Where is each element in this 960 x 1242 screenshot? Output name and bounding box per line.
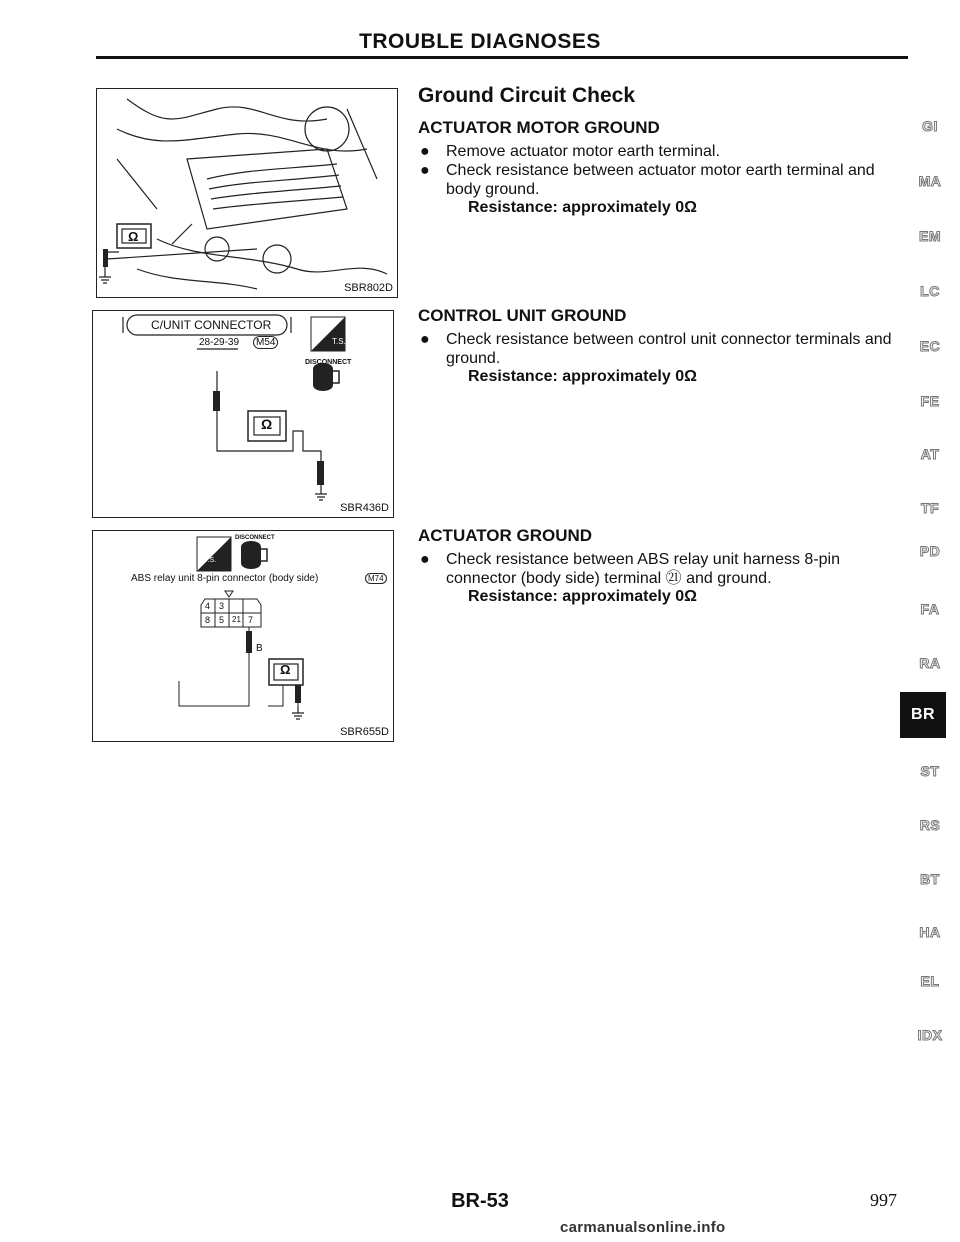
connector-label: C/UNIT CONNECTOR: [151, 318, 272, 332]
ts-label: T.S.: [204, 557, 217, 564]
footer-section-code: BR-53: [451, 1190, 509, 1212]
pin-3: 3: [219, 601, 225, 611]
pin-21: 21: [232, 615, 241, 624]
pin-5: 5: [219, 615, 225, 625]
side-tab-ec[interactable]: EC: [919, 338, 941, 354]
side-tab-fe[interactable]: FE: [920, 393, 940, 409]
page-title: TROUBLE DIAGNOSES: [359, 30, 601, 53]
side-tab-rs[interactable]: RS: [919, 817, 941, 833]
terminal-numbers: 28-29-39: [199, 337, 240, 348]
resistance-spec: Resistance: approximately 0Ω: [468, 588, 697, 605]
connector-caption: ABS relay unit 8-pin connector (body side): [131, 573, 319, 584]
figure-code: SBR436D: [340, 502, 389, 514]
ohm-symbol: Ω: [261, 416, 273, 432]
subsection-title: CONTROL UNIT GROUND: [418, 306, 627, 325]
pin-8: 8: [205, 615, 211, 625]
engine-bay-illustration: [97, 89, 397, 297]
bullet-item: ● Check resistance between actuator motor earth terminal and body ground.: [420, 162, 875, 198]
side-tab-br[interactable]: BR: [900, 692, 946, 738]
ohm-symbol: Ω: [280, 662, 291, 677]
bullet-item: ● Remove actuator motor earth terminal.: [420, 143, 720, 160]
bullet-dot: ●: [420, 331, 430, 348]
figure-code: SBR802D: [344, 282, 393, 294]
bullet-item: ● Check resistance between ABS relay unit harness 8-pin connector (body side) terminal ㉑ and ground.: [420, 551, 840, 587]
side-tab-ra[interactable]: RA: [919, 655, 941, 671]
side-tab-el[interactable]: EL: [920, 973, 940, 989]
control-unit-diagram: [93, 311, 393, 517]
side-tab-tf[interactable]: TF: [920, 500, 940, 516]
subsection-title: ACTUATOR MOTOR GROUND: [418, 118, 660, 137]
figure-code: SBR655D: [340, 726, 389, 738]
side-tab-lc[interactable]: LC: [920, 283, 940, 299]
side-tab-ma[interactable]: MA: [918, 173, 942, 189]
figure-abs-relay: [92, 530, 394, 742]
bullet-item: ● Check resistance between control unit connector terminals and ground.: [420, 331, 892, 367]
figure-actuator-motor: [96, 88, 398, 298]
side-tab-idx[interactable]: IDX: [917, 1027, 943, 1043]
connector-id: M74: [365, 573, 387, 584]
figure-control-unit: [92, 310, 394, 518]
disconnect-label: DISCONNECT: [305, 359, 352, 366]
watermark: carmanualsonline.info: [560, 1219, 726, 1236]
side-tab-gi[interactable]: GI: [922, 118, 938, 134]
wire-color: B: [256, 643, 263, 654]
side-tab-fa[interactable]: FA: [920, 601, 940, 617]
page-number: 997: [870, 1190, 897, 1210]
side-tab-ha[interactable]: HA: [919, 924, 941, 940]
side-tab-st[interactable]: ST: [920, 763, 940, 779]
resistance-spec: Resistance: approximately 0Ω: [468, 199, 697, 216]
connector-id: M54: [253, 336, 278, 349]
disconnect-label: DISCONNECT: [235, 535, 275, 541]
side-tab-em[interactable]: EM: [919, 228, 941, 244]
bullet-dot: ●: [420, 551, 430, 568]
pin-4: 4: [205, 601, 211, 611]
resistance-spec: Resistance: approximately 0Ω: [468, 368, 697, 385]
side-tab-at[interactable]: AT: [920, 446, 940, 462]
pin-7: 7: [248, 615, 254, 625]
ohm-symbol: Ω: [128, 229, 139, 244]
title-divider: [96, 56, 908, 59]
bullet-dot: ●: [420, 162, 430, 179]
side-tab-bt[interactable]: BT: [920, 871, 940, 887]
section-heading: Ground Circuit Check: [418, 84, 636, 107]
bullet-dot: ●: [420, 143, 430, 160]
abs-relay-diagram: [93, 531, 393, 741]
subsection-title: ACTUATOR GROUND: [418, 526, 593, 545]
ts-label: T.S.: [332, 337, 346, 346]
side-tab-pd[interactable]: PD: [919, 543, 941, 559]
